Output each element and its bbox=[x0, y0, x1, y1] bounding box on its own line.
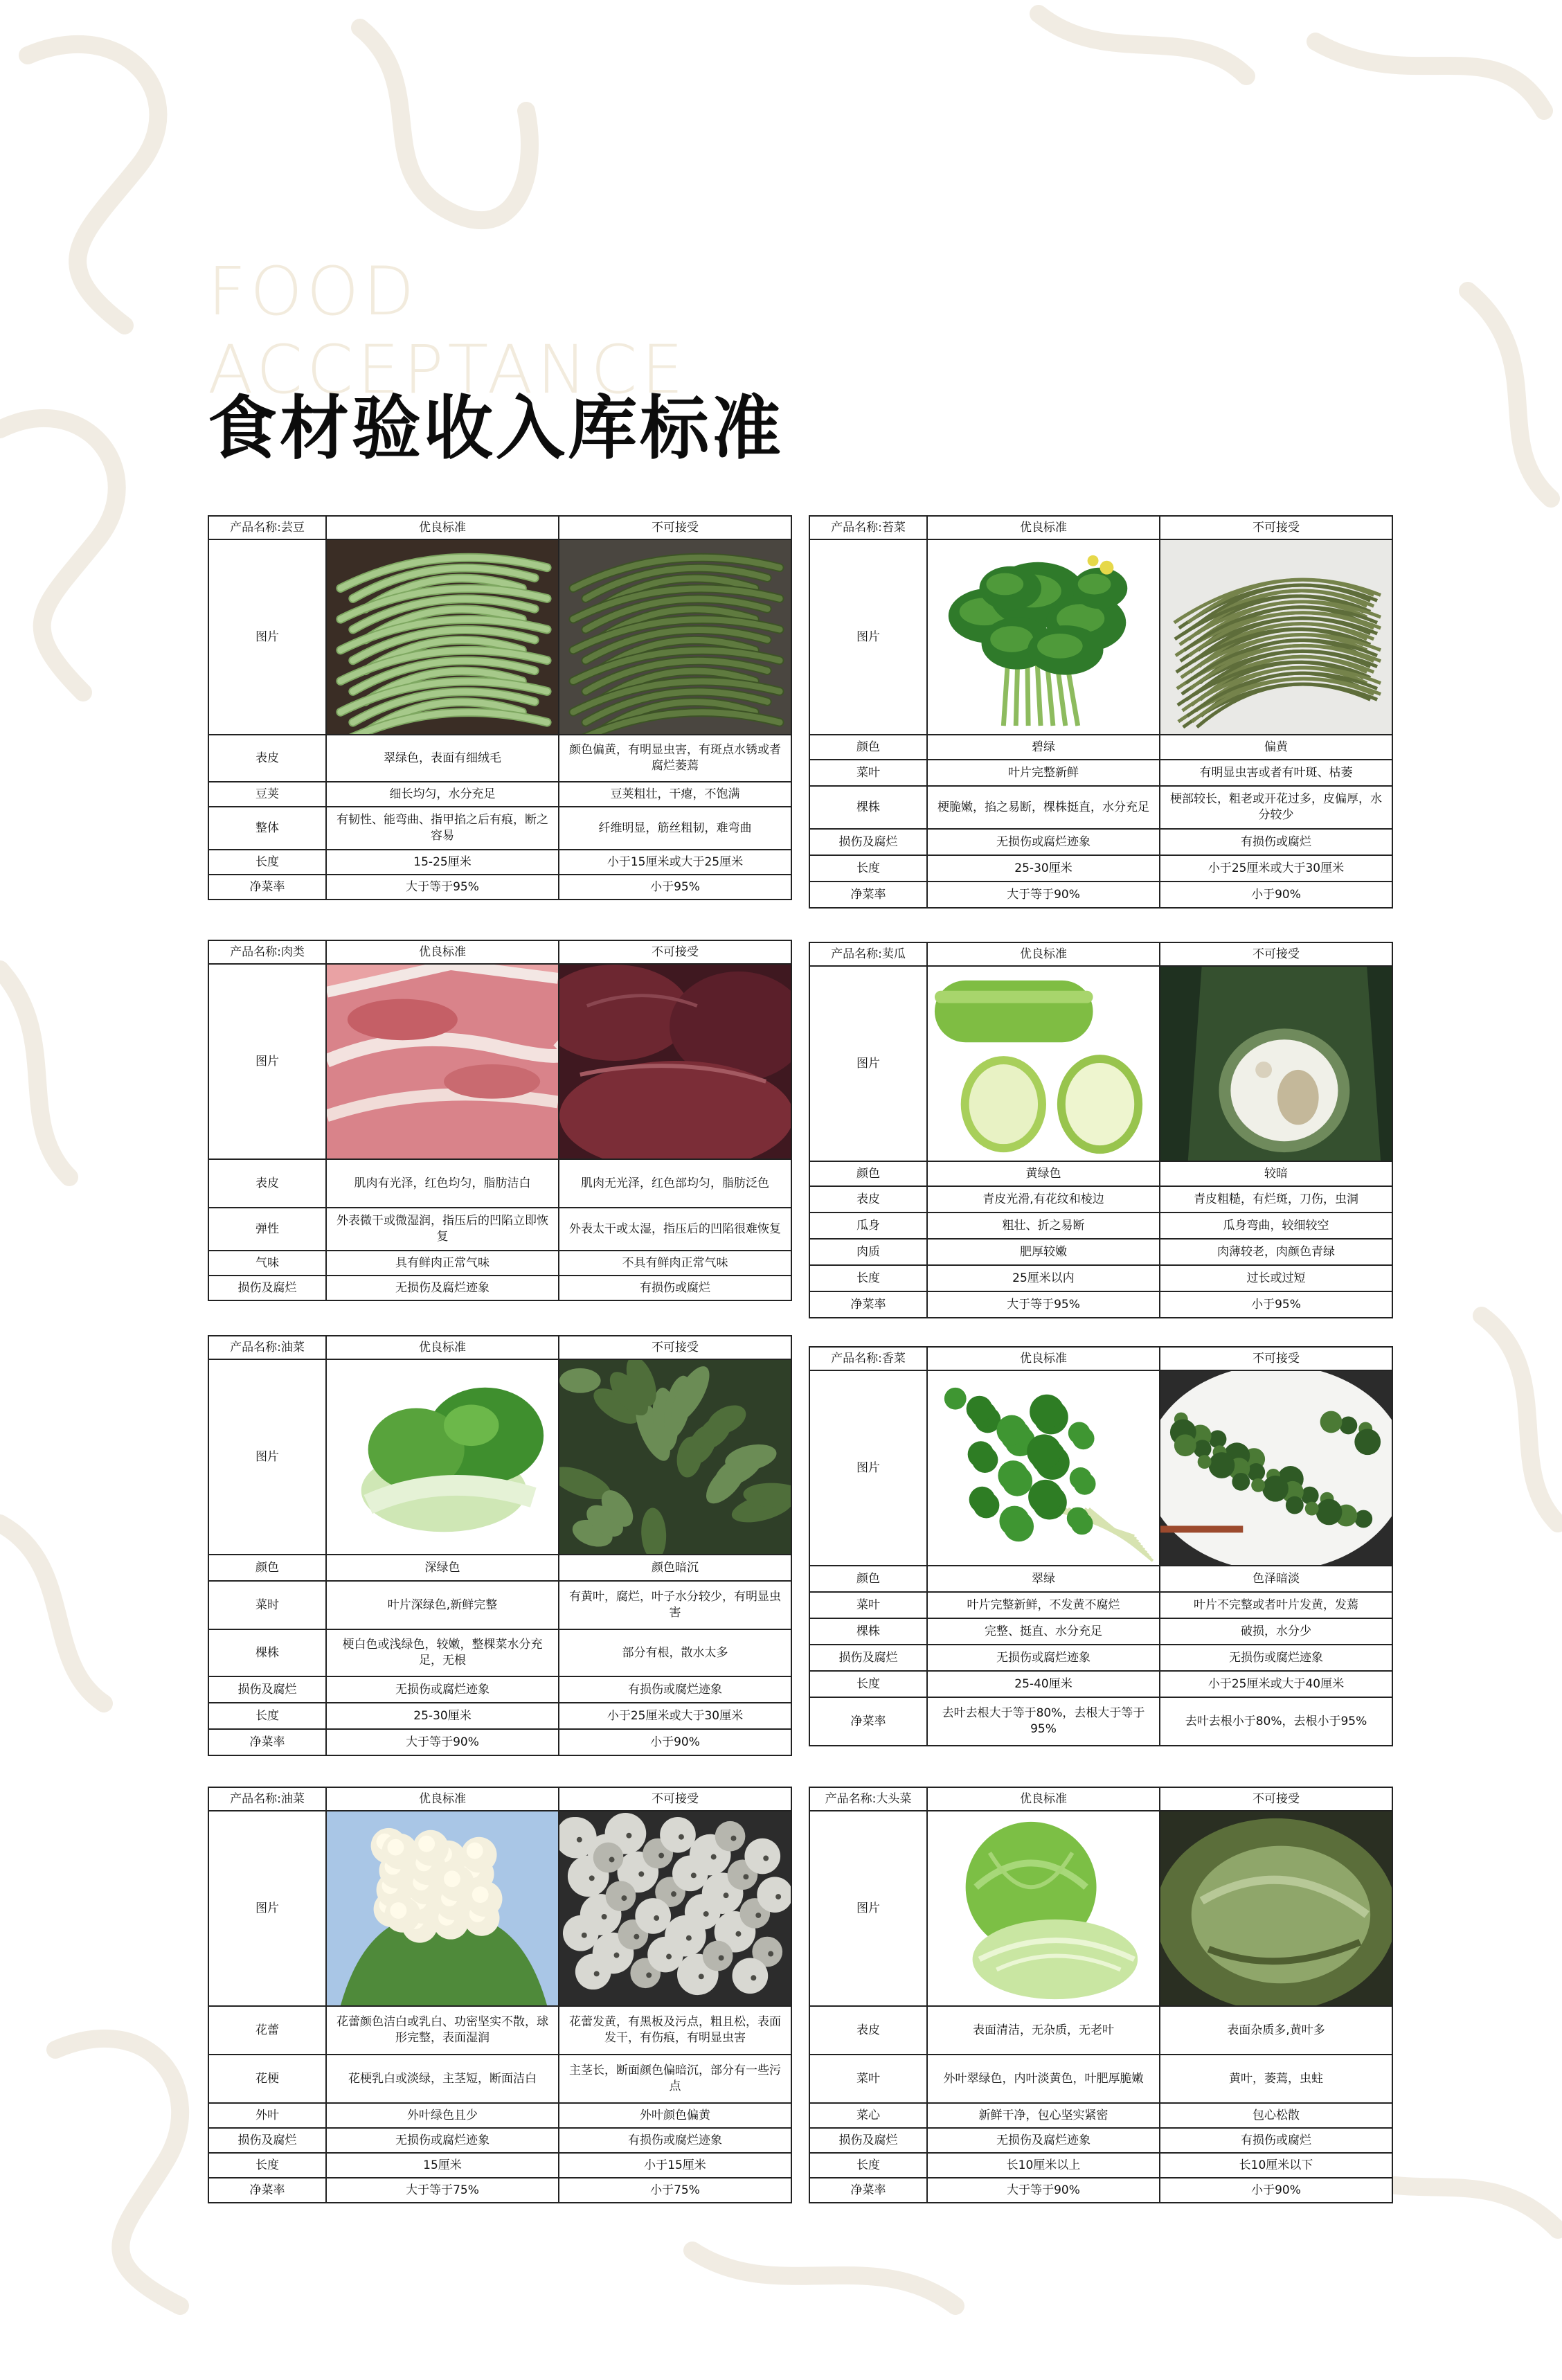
product-name-cell: 产品名称:荬瓜 bbox=[809, 942, 927, 966]
good-standard-value: 梗脆嫩，掐之易断，棵株挺直，水分充足 bbox=[927, 786, 1160, 829]
criterion-label: 损伤及腐烂 bbox=[208, 2128, 326, 2153]
image-row-label: 图片 bbox=[809, 1370, 927, 1566]
good-standard-value: 叶片完整新鲜，不发黄不腐烂 bbox=[927, 1592, 1160, 1618]
unacceptable-value: 瓜身弯曲，较细较空 bbox=[1160, 1213, 1392, 1239]
table-row bbox=[809, 1592, 1392, 1618]
good-standard-value: 无损伤或腐烂迹象 bbox=[326, 2128, 559, 2153]
good-bok-choy-photo bbox=[326, 1359, 559, 1555]
unacceptable-value: 青皮粗糙，有烂斑，刀伤，虫洞 bbox=[1160, 1186, 1392, 1213]
table-row bbox=[809, 1566, 1392, 1592]
table-row bbox=[809, 882, 1392, 908]
good-standard-value: 青皮光滑,有花纹和棱边 bbox=[927, 1186, 1160, 1213]
unacceptable-value: 有损伤或腐烂 bbox=[559, 1276, 791, 1300]
criterion-label: 净菜率 bbox=[208, 875, 326, 900]
good-standard-value: 翠绿色，表面有细绒毛 bbox=[326, 735, 559, 782]
criterion-label: 花梗 bbox=[208, 2055, 326, 2103]
table-row bbox=[809, 2055, 1392, 2103]
unacceptable-value: 花蕾发黄，有黑板及污点，粗且松，表面发干，有伤痕，有明显虫害 bbox=[559, 2006, 791, 2055]
good-standard-header: 优良标准 bbox=[927, 1347, 1160, 1370]
unacceptable-value: 肌肉无光泽，红色部均匀，脂肪泛色 bbox=[559, 1159, 791, 1208]
unacceptable-header: 不可接受 bbox=[559, 1787, 791, 1811]
criterion-label: 棵株 bbox=[809, 1618, 927, 1645]
criterion-label: 菜叶 bbox=[809, 2055, 927, 2103]
criterion-label: 表皮 bbox=[809, 2006, 927, 2055]
table-row bbox=[809, 1291, 1392, 1318]
table-row bbox=[809, 1186, 1392, 1213]
good-standard-value: 梗白色或浅绿色，较嫩，整棵菜水分充足，无根 bbox=[326, 1629, 559, 1676]
table-row bbox=[809, 1161, 1392, 1186]
criterion-label: 净菜率 bbox=[208, 1729, 326, 1755]
good-standard-header: 优良标准 bbox=[927, 516, 1160, 539]
criterion-label: 净菜率 bbox=[809, 2178, 927, 2203]
unacceptable-value: 过长或过短 bbox=[1160, 1265, 1392, 1291]
good-cabbage-photo bbox=[927, 1811, 1160, 2006]
unacceptable-value: 小于90% bbox=[1160, 2178, 1392, 2203]
good-standard-value: 无损伤及腐烂迹象 bbox=[326, 1276, 559, 1300]
good-standard-value: 叶片深绿色,新鲜完整 bbox=[326, 1581, 559, 1629]
good-standard-value: 外表微干或微湿润，指压后的凹陷立即恢复 bbox=[326, 1208, 559, 1251]
image-row-label: 图片 bbox=[809, 966, 927, 1161]
unacceptable-value: 小于95% bbox=[1160, 1291, 1392, 1318]
criterion-label: 豆荚 bbox=[208, 782, 326, 807]
good-standard-value: 无损伤或腐烂迹象 bbox=[326, 1676, 559, 1703]
unacceptable-header: 不可接受 bbox=[1160, 1347, 1392, 1370]
unacceptable-value: 色泽暗淡 bbox=[1160, 1566, 1392, 1592]
unacceptable-value: 小于25厘米或大于30厘米 bbox=[559, 1703, 791, 1729]
table-row bbox=[809, 1213, 1392, 1239]
good-standard-value: 完整、挺直、水分充足 bbox=[927, 1618, 1160, 1645]
table-row bbox=[208, 1676, 791, 1703]
image-row-label: 图片 bbox=[208, 964, 326, 1159]
criterion-label: 肉质 bbox=[809, 1239, 927, 1265]
good-standard-header: 优良标准 bbox=[326, 1336, 559, 1359]
table-row bbox=[208, 1208, 791, 1251]
good-standard-value: 无损伤或腐烂迹象 bbox=[927, 829, 1160, 855]
criterion-label: 损伤及腐烂 bbox=[809, 829, 927, 855]
spec-table-zucchini bbox=[809, 942, 1393, 1318]
good-standard-value: 25-30厘米 bbox=[927, 855, 1160, 882]
good-choy-sum-photo bbox=[927, 539, 1160, 735]
good-standard-header: 优良标准 bbox=[326, 516, 559, 539]
unacceptable-header: 不可接受 bbox=[559, 940, 791, 964]
good-standard-value: 去叶去根大于等于80%，去根大于等于95% bbox=[927, 1697, 1160, 1746]
criterion-label: 菜时 bbox=[208, 1581, 326, 1629]
table-row bbox=[208, 1251, 791, 1276]
unacceptable-header: 不可接受 bbox=[559, 1336, 791, 1359]
unacceptable-value: 纤维明显，筋丝粗韧，难弯曲 bbox=[559, 807, 791, 850]
unacceptable-value: 小于25厘米或大于40厘米 bbox=[1160, 1671, 1392, 1697]
unacceptable-value: 有损伤或腐烂 bbox=[1160, 829, 1392, 855]
good-standard-value: 表面清洁，无杂质，无老叶 bbox=[927, 2006, 1160, 2055]
criterion-label: 损伤及腐烂 bbox=[208, 1676, 326, 1703]
good-cauliflower-photo bbox=[326, 1811, 559, 2006]
criterion-label: 花蕾 bbox=[208, 2006, 326, 2055]
table-row bbox=[208, 1555, 791, 1581]
criterion-label: 长度 bbox=[208, 1703, 326, 1729]
criterion-label: 损伤及腐烂 bbox=[809, 1645, 927, 1671]
good-standard-value: 黄绿色 bbox=[927, 1161, 1160, 1186]
unacceptable-value: 有明显虫害或者有叶斑、枯萎 bbox=[1160, 760, 1392, 786]
spec-table-cauliflower bbox=[208, 1787, 792, 2203]
bad-choy-sum-photo bbox=[1160, 539, 1392, 735]
bad-zucchini-photo bbox=[1160, 966, 1392, 1161]
unacceptable-value: 肉薄较老，肉颜色青绿 bbox=[1160, 1239, 1392, 1265]
good-standard-value: 25-30厘米 bbox=[326, 1703, 559, 1729]
table-row bbox=[809, 2006, 1392, 2055]
good-standard-value: 外叶绿色且少 bbox=[326, 2103, 559, 2128]
spec-table-pork-meat bbox=[208, 940, 792, 1301]
unacceptable-value: 破损，水分少 bbox=[1160, 1618, 1392, 1645]
unacceptable-value: 小于25厘米或大于30厘米 bbox=[1160, 855, 1392, 882]
good-standard-header: 优良标准 bbox=[927, 1787, 1160, 1811]
spec-table-kidney-beans bbox=[208, 515, 792, 900]
good-standard-value: 叶片完整新鲜 bbox=[927, 760, 1160, 786]
unacceptable-value: 小于15厘米或大于25厘米 bbox=[559, 850, 791, 875]
criterion-label: 颜色 bbox=[809, 1566, 927, 1592]
unacceptable-value: 偏黄 bbox=[1160, 735, 1392, 760]
good-standard-value: 长10厘米以上 bbox=[927, 2153, 1160, 2178]
unacceptable-value: 较暗 bbox=[1160, 1161, 1392, 1186]
table-row bbox=[208, 735, 791, 782]
table-row bbox=[809, 2178, 1392, 2203]
good-standard-value: 粗壮、折之易断 bbox=[927, 1213, 1160, 1239]
good-standard-value: 具有鲜肉正常气味 bbox=[326, 1251, 559, 1276]
good-standard-value: 大于等于95% bbox=[326, 875, 559, 900]
spec-table-cabbage bbox=[809, 1787, 1393, 2203]
unacceptable-header: 不可接受 bbox=[1160, 1787, 1392, 1811]
criterion-label: 颜色 bbox=[809, 735, 927, 760]
unacceptable-value: 叶片不完整或者叶片发黄，发蔫 bbox=[1160, 1592, 1392, 1618]
unacceptable-value: 主茎长，断面颜色偏暗沉，部分有一些污点 bbox=[559, 2055, 791, 2103]
bad-bok-choy-photo bbox=[559, 1359, 791, 1555]
good-standard-value: 细长均匀，水分充足 bbox=[326, 782, 559, 807]
unacceptable-value: 部分有根，散水太多 bbox=[559, 1629, 791, 1676]
unacceptable-value: 颜色偏黄，有明显虫害，有斑点水锈或者腐烂萎蔫 bbox=[559, 735, 791, 782]
good-standard-value: 肥厚较嫩 bbox=[927, 1239, 1160, 1265]
criterion-label: 净菜率 bbox=[208, 2178, 326, 2203]
unacceptable-header: 不可接受 bbox=[1160, 516, 1392, 539]
background-word-acceptance: ACCEPTANCE bbox=[208, 331, 688, 409]
table-row bbox=[809, 829, 1392, 855]
table-row bbox=[208, 807, 791, 850]
good-zucchini-photo bbox=[927, 966, 1160, 1161]
criterion-label: 长度 bbox=[809, 1265, 927, 1291]
table-row bbox=[208, 2103, 791, 2128]
criterion-label: 外叶 bbox=[208, 2103, 326, 2128]
table-row bbox=[809, 1697, 1392, 1746]
good-standard-header: 优良标准 bbox=[326, 1787, 559, 1811]
good-standard-value: 花蕾颜色洁白或乳白、功密坚实不散，球形完整，表面湿润 bbox=[326, 2006, 559, 2055]
unacceptable-value: 梗部较长，粗老或开花过多，皮偏厚，水分较少 bbox=[1160, 786, 1392, 829]
unacceptable-value: 不具有鲜肉正常气味 bbox=[559, 1251, 791, 1276]
good-standard-header: 优良标准 bbox=[927, 942, 1160, 966]
unacceptable-value: 豆荚粗壮，干瘪，不饱满 bbox=[559, 782, 791, 807]
good-standard-value: 深绿色 bbox=[326, 1555, 559, 1581]
good-standard-value: 大于等于90% bbox=[326, 1729, 559, 1755]
criterion-label: 长度 bbox=[208, 850, 326, 875]
product-name-cell: 产品名称:肉类 bbox=[208, 940, 326, 964]
good-standard-value: 大于等于90% bbox=[927, 2178, 1160, 2203]
image-row-label: 图片 bbox=[208, 1359, 326, 1555]
table-row bbox=[208, 1159, 791, 1208]
unacceptable-value: 长10厘米以下 bbox=[1160, 2153, 1392, 2178]
good-standard-value: 花梗乳白或淡绿，主茎短，断面洁白 bbox=[326, 2055, 559, 2103]
unacceptable-value: 小于90% bbox=[1160, 882, 1392, 908]
unacceptable-value: 有损伤或腐烂迹象 bbox=[559, 2128, 791, 2153]
unacceptable-value: 黄叶，萎蔫，虫蛀 bbox=[1160, 2055, 1392, 2103]
bad-kidney-beans-photo bbox=[559, 539, 791, 735]
criterion-label: 损伤及腐烂 bbox=[208, 1276, 326, 1300]
table-row bbox=[208, 782, 791, 807]
good-standard-value: 15厘米 bbox=[326, 2153, 559, 2178]
background-word-food: FOOD bbox=[208, 253, 419, 330]
table-row bbox=[208, 2055, 791, 2103]
criterion-label: 弹性 bbox=[208, 1208, 326, 1251]
table-row bbox=[809, 2128, 1392, 2153]
table-row bbox=[208, 1703, 791, 1729]
image-row-label: 图片 bbox=[809, 1811, 927, 2006]
table-row bbox=[208, 2128, 791, 2153]
good-standard-header: 优良标准 bbox=[326, 940, 559, 964]
good-standard-value: 外叶翠绿色，内叶淡黄色，叶肥厚脆嫩 bbox=[927, 2055, 1160, 2103]
unacceptable-header: 不可接受 bbox=[1160, 942, 1392, 966]
criterion-label: 颜色 bbox=[809, 1161, 927, 1186]
table-row bbox=[208, 2178, 791, 2203]
table-row bbox=[809, 2103, 1392, 2128]
criterion-label: 表皮 bbox=[208, 1159, 326, 1208]
good-standard-value: 碧绿 bbox=[927, 735, 1160, 760]
image-row-label: 图片 bbox=[809, 539, 927, 735]
criterion-label: 净菜率 bbox=[809, 882, 927, 908]
table-row bbox=[208, 1581, 791, 1629]
unacceptable-value: 有黄叶，腐烂，叶子水分较少，有明显虫害 bbox=[559, 1581, 791, 1629]
table-row bbox=[809, 2153, 1392, 2178]
unacceptable-value: 包心松散 bbox=[1160, 2103, 1392, 2128]
good-pork-meat-photo bbox=[326, 964, 559, 1159]
product-name-cell: 产品名称:油菜 bbox=[208, 1336, 326, 1359]
good-standard-value: 25厘米以内 bbox=[927, 1265, 1160, 1291]
good-coriander-photo bbox=[927, 1370, 1160, 1566]
table-row bbox=[208, 1276, 791, 1300]
criterion-label: 损伤及腐烂 bbox=[809, 2128, 927, 2153]
spec-table-choy-sum bbox=[809, 515, 1393, 909]
good-standard-value: 大于等于95% bbox=[927, 1291, 1160, 1318]
product-name-cell: 产品名称:油菜 bbox=[208, 1787, 326, 1811]
unacceptable-value: 去叶去根小于80%，去根小于95% bbox=[1160, 1697, 1392, 1746]
unacceptable-header: 不可接受 bbox=[559, 516, 791, 539]
unacceptable-value: 小于75% bbox=[559, 2178, 791, 2203]
good-standard-value: 15-25厘米 bbox=[326, 850, 559, 875]
image-row-label: 图片 bbox=[208, 1811, 326, 2006]
criterion-label: 净菜率 bbox=[809, 1291, 927, 1318]
table-row bbox=[809, 735, 1392, 760]
criterion-label: 气味 bbox=[208, 1251, 326, 1276]
page-title: 食材验收入库标准 bbox=[208, 388, 784, 469]
table-row bbox=[809, 760, 1392, 786]
unacceptable-value: 有损伤或腐烂 bbox=[1160, 2128, 1392, 2153]
table-row bbox=[208, 850, 791, 875]
spec-table-coriander bbox=[809, 1346, 1393, 1746]
criterion-label: 长度 bbox=[809, 855, 927, 882]
criterion-label: 菜叶 bbox=[809, 1592, 927, 1618]
good-standard-value: 25-40厘米 bbox=[927, 1671, 1160, 1697]
unacceptable-value: 有损伤或腐烂迹象 bbox=[559, 1676, 791, 1703]
unacceptable-value: 小于90% bbox=[559, 1729, 791, 1755]
criterion-label: 瓜身 bbox=[809, 1213, 927, 1239]
criterion-label: 颜色 bbox=[208, 1555, 326, 1581]
criterion-label: 净菜率 bbox=[809, 1697, 927, 1746]
table-row bbox=[809, 786, 1392, 829]
unacceptable-value: 小于15厘米 bbox=[559, 2153, 791, 2178]
table-row bbox=[208, 875, 791, 900]
table-row bbox=[208, 2153, 791, 2178]
criterion-label: 长度 bbox=[809, 1671, 927, 1697]
bad-pork-meat-photo bbox=[559, 964, 791, 1159]
criterion-label: 棵株 bbox=[809, 786, 927, 829]
good-standard-value: 新鲜干净，包心坚实紧密 bbox=[927, 2103, 1160, 2128]
criterion-label: 棵株 bbox=[208, 1629, 326, 1676]
criterion-label: 长度 bbox=[208, 2153, 326, 2178]
unacceptable-value: 无损伤或腐烂迹象 bbox=[1160, 1645, 1392, 1671]
table-row bbox=[809, 1645, 1392, 1671]
image-row-label: 图片 bbox=[208, 539, 326, 735]
criterion-label: 表皮 bbox=[809, 1186, 927, 1213]
good-standard-value: 无损伤及腐烂迹象 bbox=[927, 2128, 1160, 2153]
unacceptable-value: 表面杂质多,黄叶多 bbox=[1160, 2006, 1392, 2055]
table-row bbox=[809, 1239, 1392, 1265]
table-row bbox=[809, 1265, 1392, 1291]
criterion-label: 长度 bbox=[809, 2153, 927, 2178]
product-name-cell: 产品名称:苔菜 bbox=[809, 516, 927, 539]
table-row bbox=[208, 2006, 791, 2055]
criterion-label: 表皮 bbox=[208, 735, 326, 782]
bad-cabbage-photo bbox=[1160, 1811, 1392, 2006]
good-standard-value: 翠绿 bbox=[927, 1566, 1160, 1592]
good-standard-value: 有韧性、能弯曲、指甲掐之后有痕，断之容易 bbox=[326, 807, 559, 850]
spec-table-bok-choy bbox=[208, 1335, 792, 1756]
product-name-cell: 产品名称:芸豆 bbox=[208, 516, 326, 539]
bad-cauliflower-photo bbox=[559, 1811, 791, 2006]
unacceptable-value: 外表太干或太湿，指压后的凹陷很难恢复 bbox=[559, 1208, 791, 1251]
criterion-label: 整体 bbox=[208, 807, 326, 850]
table-row bbox=[809, 1671, 1392, 1697]
table-row bbox=[208, 1629, 791, 1676]
criterion-label: 菜叶 bbox=[809, 760, 927, 786]
table-row bbox=[809, 855, 1392, 882]
good-kidney-beans-photo bbox=[326, 539, 559, 735]
product-name-cell: 产品名称:香菜 bbox=[809, 1347, 927, 1370]
criterion-label: 菜心 bbox=[809, 2103, 927, 2128]
unacceptable-value: 外叶颜色偏黄 bbox=[559, 2103, 791, 2128]
bad-coriander-photo bbox=[1160, 1370, 1392, 1566]
unacceptable-value: 颜色暗沉 bbox=[559, 1555, 791, 1581]
table-row bbox=[208, 1729, 791, 1755]
product-name-cell: 产品名称:大头菜 bbox=[809, 1787, 927, 1811]
good-standard-value: 大于等于90% bbox=[927, 882, 1160, 908]
good-standard-value: 无损伤或腐烂迹象 bbox=[927, 1645, 1160, 1671]
table-row bbox=[809, 1618, 1392, 1645]
good-standard-value: 大于等于75% bbox=[326, 2178, 559, 2203]
good-standard-value: 肌肉有光泽，红色均匀，脂肪洁白 bbox=[326, 1159, 559, 1208]
unacceptable-value: 小于95% bbox=[559, 875, 791, 900]
